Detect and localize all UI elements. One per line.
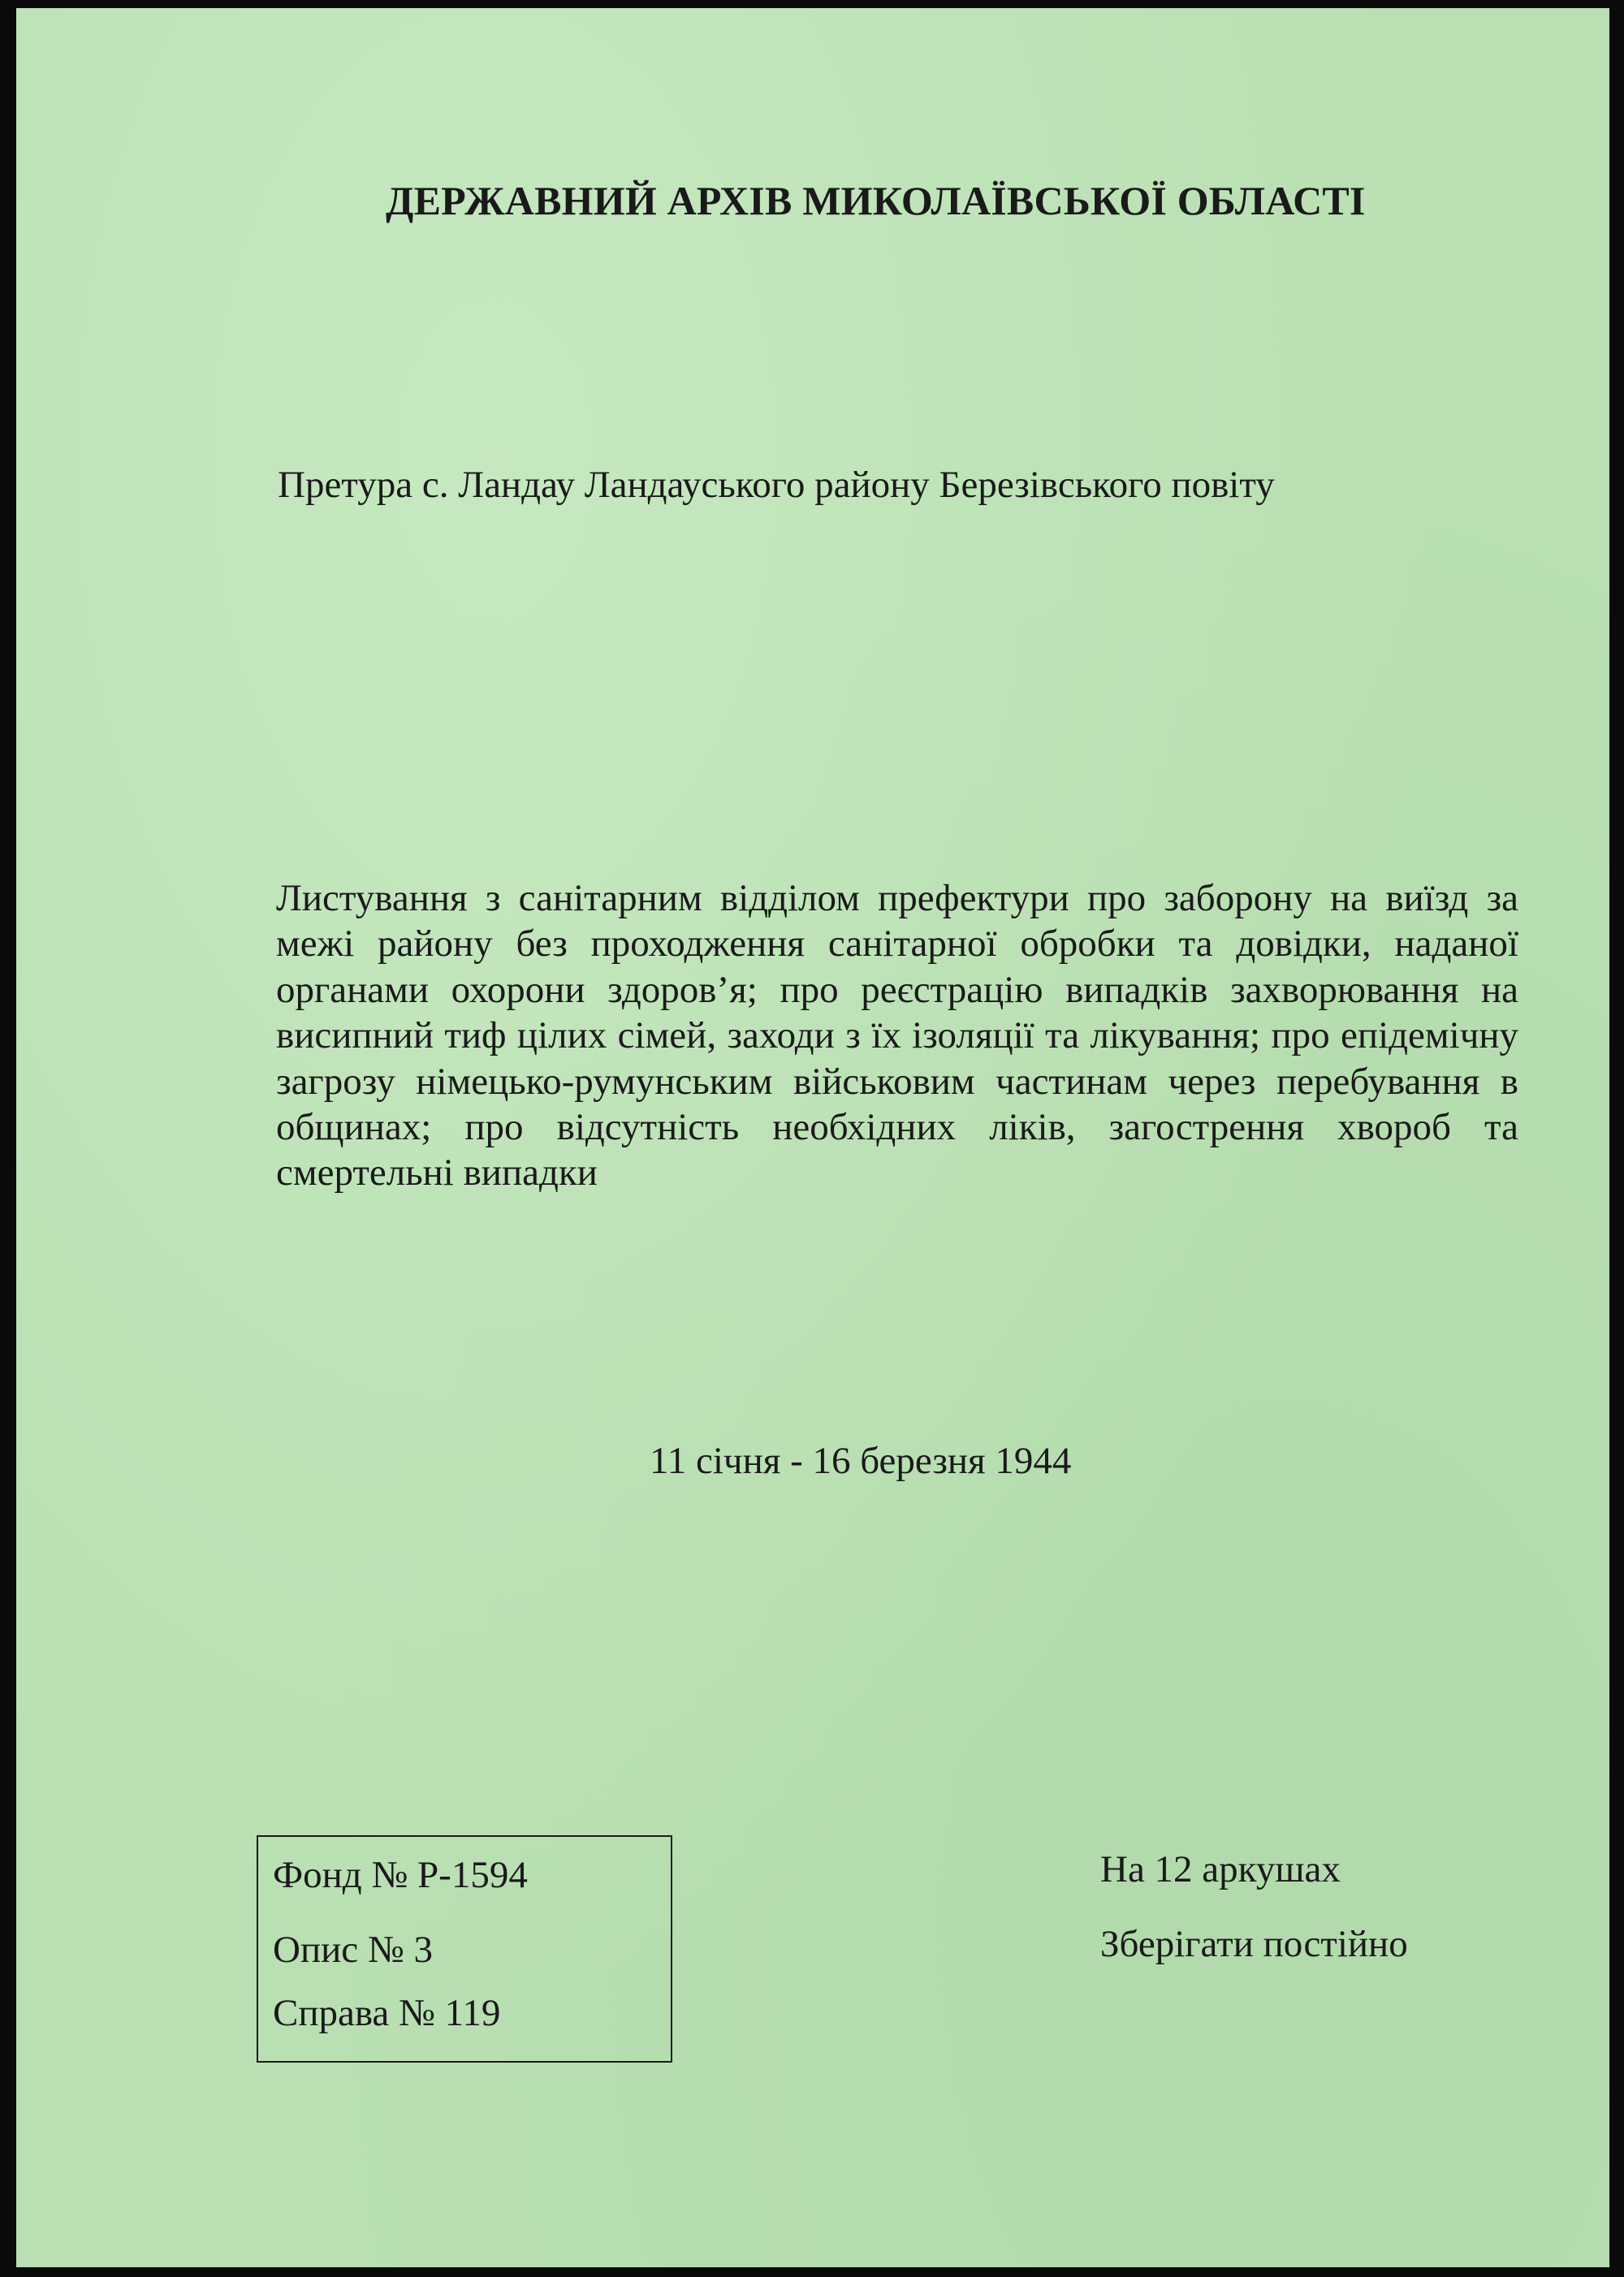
document-sheet <box>16 8 1609 2267</box>
institution-name: Претура с. Ландау Ландауського району Березівського повіту <box>278 464 1275 506</box>
opys-number: Опис № 3 <box>273 1929 433 1971</box>
sheets-count: На 12 аркушах <box>1100 1848 1341 1890</box>
date-range: 11 січня - 16 березня 1944 <box>650 1440 1072 1482</box>
fond-number: Фонд № Р-1594 <box>273 1854 528 1896</box>
sprava-number: Справа № 119 <box>273 1992 501 2034</box>
case-description: Листування з санітарним відділом префектури про заборону на виїзд за межі району без проходження санітарної обробки та довідки, наданої органами охорони здоров’я; про реєстрацію випадків захворювання на висипний тиф цілих сімей, заходи з їх ізоляції та лікування; про епідемічну загрозу німецько-румунським військовим частинам через перебування в общинах; про відсутність необхідних ліків, загострення хвороб та смертельні випадки <box>276 877 1518 1195</box>
storage-term: Зберігати постійно <box>1100 1923 1408 1965</box>
archive-title: ДЕРЖАВНИЙ АРХІВ МИКОЛАЇВСЬКОЇ ОБЛАСТІ <box>386 178 1366 223</box>
archive-reference-box <box>257 1835 672 2063</box>
